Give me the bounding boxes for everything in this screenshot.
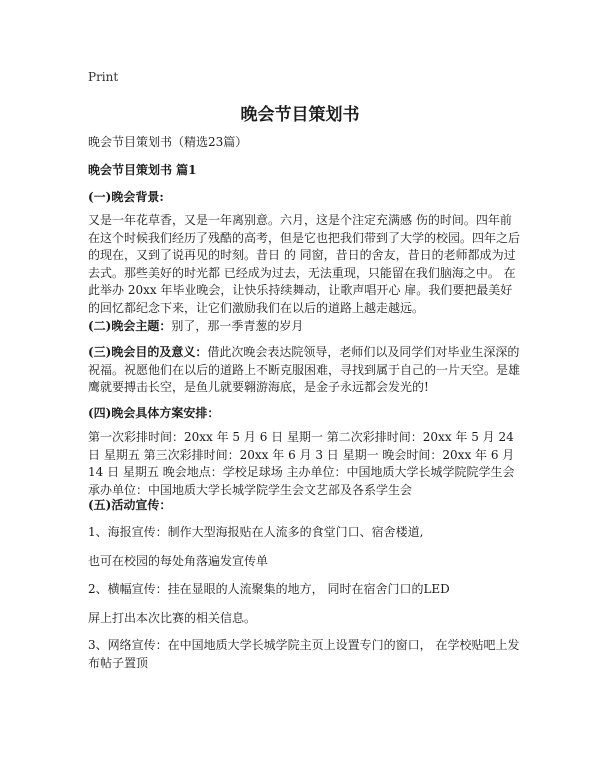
plan-paragraph: 第一次彩排时间：20xx 年 5 月 6 日 星期一 第二次彩排时间：20xx 年 5 月 24 日 星期五 第三次彩排时间：20xx 年 6 月 3 日 星期一 晚会时间：20xx 年 6 月 14 日 星期五 晚会地点：学校足球场 主办单位：中国地质大学长城学院院学生会承办单位：中国地质大学长城学院学生会文艺部及各系学生会 [88, 430, 515, 497]
purpose-heading: (三)晚会目的及意义： [88, 345, 208, 359]
article-heading: 晚会节目策划书 篇1 [88, 163, 197, 177]
plan-heading: (四)晚会具体方案安排： [88, 406, 220, 420]
list-item: 屏上打出本次比赛的相关信息。 [88, 611, 257, 625]
subtitle: 晚会节目策划书（精选23篇） [88, 135, 248, 149]
purpose-paragraph [88, 344, 520, 397]
theme-text: 别了，那一季青葱的岁月 [171, 319, 304, 333]
list-item: 3、网络宣传：在中国地质大学长城学院主页上设置专门的窗口， 在学校贴吧上发布帖子置顶 [88, 638, 520, 670]
theme-heading: (二)晚会主题： [88, 319, 172, 333]
list-item: 1、海报宣传：制作大型海报贴在人流多的食堂门口、宿舍楼道, [88, 525, 424, 539]
background-heading: (一)晚会背景: [88, 190, 164, 204]
page-title: 晚会节目策划书 [240, 105, 360, 125]
promo-heading: (五)活动宣传： [88, 498, 172, 512]
background-paragraph: 又是一年花草香，又是一年离别意。六月，这是个注定充满感 伤的时间。四年前在这个时候我们经历了残酷的高考，但是它也把我们带到了大学的校园。四年之后的现在，又到了说再见的时刻。昔日 的 同窗，昔日的舍友，昔日的老师都成为过去式。那些美好的时光都 已经成为过去，无法重现，只能留在我们脑海之中。 在此举办 20xx 年毕业晚会，让快乐持续舞动，让歌声唱开心 扉。我们要把最美好的回忆都纪念下来，让它们激励我们在以后的道路上越走越远。 [88, 213, 521, 315]
print-label[interactable]: Print [88, 70, 119, 84]
list-item: 也可在校园的每处角落遍发宣传单 [88, 554, 269, 568]
list-item: 2、横幅宣传：挂在显眼的人流聚集的地方， 同时在宿舍门口的LED [88, 582, 450, 596]
purpose-text: 借此次晚会表达院领导，老师们以及同学们对毕业生深深的祝福。祝愿他们在以后的道路上不断克服困难，寻找到属于自己的一片天空。是雄鹰就要搏击长空，是鱼儿就要翱游海底，是金子永远都会发光的! [88, 345, 521, 394]
theme-line [88, 318, 520, 336]
